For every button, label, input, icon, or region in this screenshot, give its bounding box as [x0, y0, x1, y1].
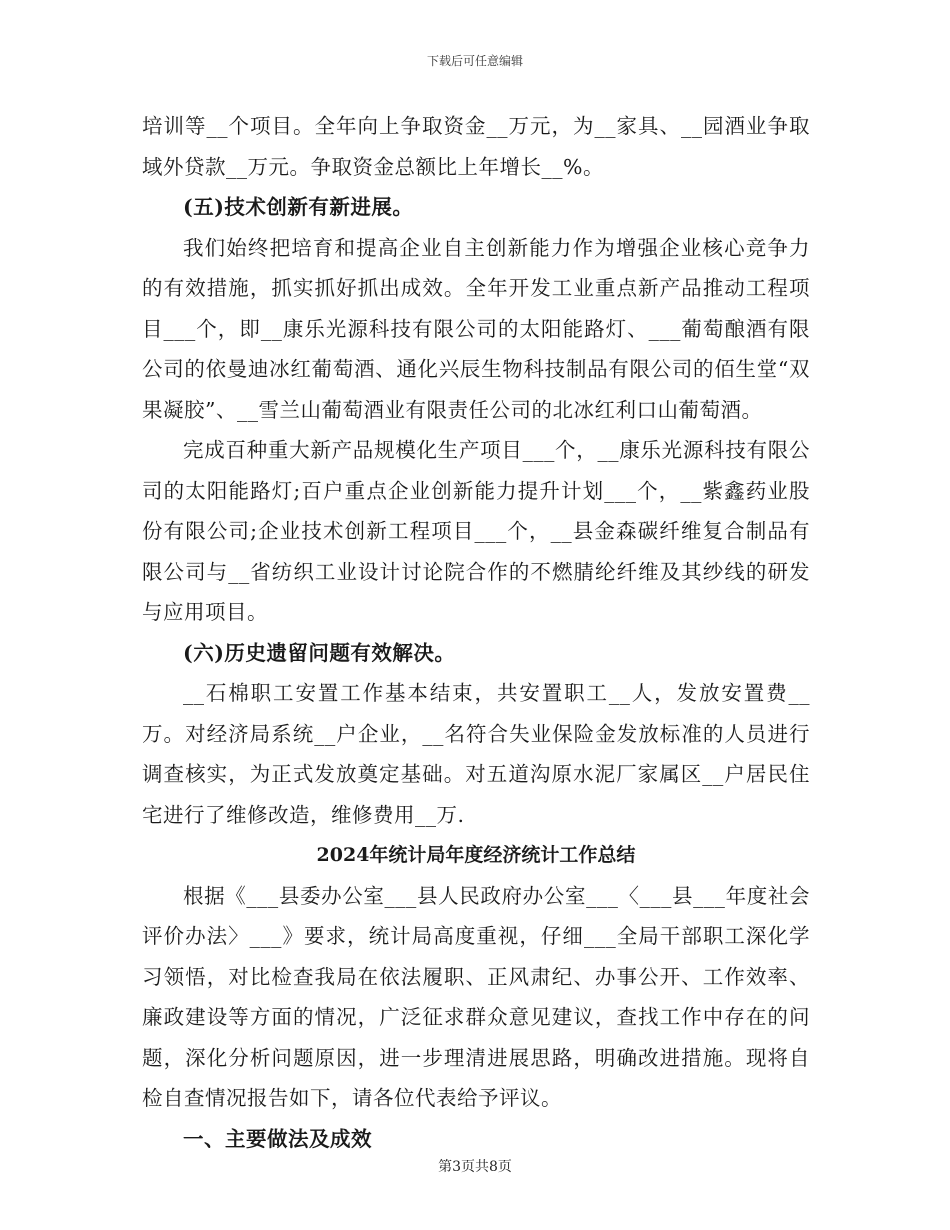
paragraph-continued: 培训等__个项目。全年向上争取资金__万元，为__家具、__园酒业争取域外贷款__万元。争取资金总额比上年增长__%。: [142, 114, 810, 179]
paragraph-new-products: 完成百种重大新产品规模化生产项目___个，__康乐光源科技有限公司的太阳能路灯;百户重点企业创新能力提升计划___个，__紫鑫药业股份有限公司;企业技术创新工程项目___个，__县金森碳纤维复合制品有限公司与__省纺织工业设计讨论院合作的不燃腈纶纤维及其纱线的研发与应用项目。: [142, 438, 810, 624]
section-heading-6: (六)历史遗留问题有效解决。: [183, 640, 456, 665]
paragraph-tech-innovation: 我们始终把培育和提高企业自主创新能力作为增强企业核心竞争力的有效措施，抓实抓好抓出成效。全年开发工业重点新产品推动工程项目___个，即__康乐光源科技有限公司的太阳能路灯、___葡萄酿酒有限公司的依曼迪冰红葡萄酒、通化兴辰生物科技制品有限公司的佰生堂“双果凝胶”、__雪兰山葡萄酒业有限责任公司的北冰红利口山葡萄酒。: [142, 235, 810, 422]
page-header: 下载后可任意编辑: [426, 54, 523, 68]
page-footer: 第3页共8页: [438, 1159, 512, 1175]
paragraph-legacy-issues: __石棉职工安置工作基本结束，共安置职工__人，发放安置费__万。对经济局系统__户企业，__名符合失业保险金发放标准的人员进行调查核实，为正式发放奠定基础。对五道沟原水泥厂家属区__户居民住宅进行了维修改造，维修费用__万.: [142, 681, 810, 827]
paragraph-intro: 根据《___县委办公室___县人民政府办公室___〈___县___年度社会评价办法〉___》要求，统计局高度重视，仔细___全局干部职工深化学习领悟，对比检查我局在依法履职、正风肃纪、办事公开、工作效率、廉政建设等方面的情况，广泛征求群众意见建议，查找工作中存在的问题，深化分析问题原因，进一步理清进展思路，明确改进措施。现将自检自查情况报告如下，请各位代表给予评议。: [142, 883, 810, 1110]
section-heading-main: 一、主要做法及成效: [183, 1126, 372, 1151]
section-heading-5: (五)技术创新有新进展。: [183, 195, 414, 219]
document-body: [142, 106, 810, 1159]
document-title: 2024年统计局年度经济统计工作总结: [316, 844, 636, 866]
